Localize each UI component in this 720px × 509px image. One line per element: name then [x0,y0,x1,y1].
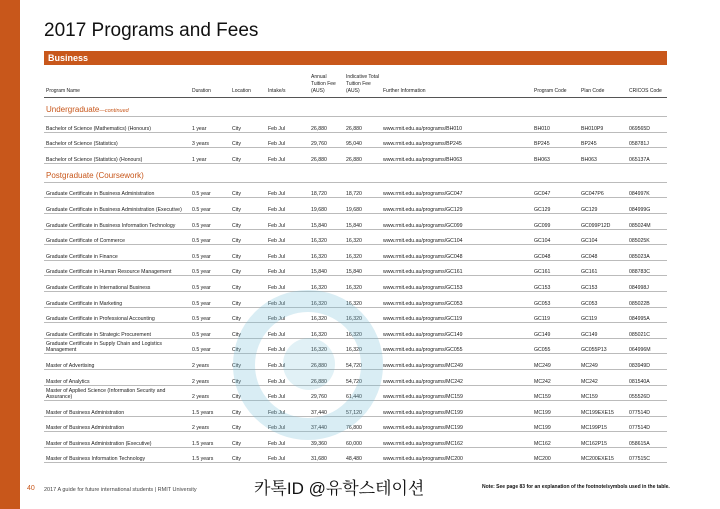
table-cell: 085021C [627,323,667,339]
table-cell: MC242 [579,369,627,385]
column-header: Indicative Total Tuition Fee (AUS) [344,67,381,98]
table-cell: www.rmit.edu.au/programs/MC200 [381,447,532,463]
table-cell: 083949D [627,354,667,370]
table-cell: City [230,117,266,133]
table-cell: 16,320 [309,229,344,245]
table-cell: GC153 [532,276,579,292]
table-cell: Feb Jul [266,369,309,385]
table-cell: GC055 [532,338,579,354]
table-cell: 3 years [190,132,230,148]
table-cell: Feb Jul [266,132,309,148]
table-cell: BH010P9 [579,117,627,133]
table-cell: 16,320 [344,307,381,323]
table-cell: City [230,213,266,229]
table-cell: 16,320 [309,323,344,339]
table-cell: 085022B [627,291,667,307]
table-row [44,148,667,164]
table-cell: MC249 [532,354,579,370]
table-cell: GC161 [532,260,579,276]
table-cell: 0.5 year [190,323,230,339]
table-cell: GC149 [532,323,579,339]
table-cell: City [230,198,266,214]
table-cell: Feb Jul [266,260,309,276]
table-cell: 1 year [190,117,230,133]
table-cell: 084995A [627,307,667,323]
table-cell: www.rmit.edu.au/programs/MC249 [381,354,532,370]
table-cell: 15,840 [309,213,344,229]
watermark-logo-center [283,338,335,390]
table-cell: 29,760 [309,385,344,401]
table-cell: 058615A [627,432,667,448]
table-cell: www.rmit.edu.au/programs/GC099 [381,213,532,229]
table-cell: GC048 [532,245,579,261]
table-cell: 084998J [627,276,667,292]
table-cell: 16,320 [344,338,381,354]
page-number: 40 [27,485,35,492]
table-cell: City [230,323,266,339]
table-cell: City [230,148,266,164]
table-cell: Master of Analytics [44,369,190,385]
table-cell: City [230,260,266,276]
table-cell: Graduate Certificate in Marketing [44,291,190,307]
table-cell: GC149 [579,323,627,339]
table-cell: 055526D [627,385,667,401]
table-cell: Graduate Certificate in Supply Chain and Logistics Management [44,338,190,354]
table-cell: MC249 [579,354,627,370]
table-cell: Feb Jul [266,385,309,401]
table-cell: 081540A [627,369,667,385]
table-cell: MC242 [532,369,579,385]
table-cell: GC047P6 [579,182,627,198]
table-cell: 0.5 year [190,260,230,276]
group-header-row [44,98,667,117]
table-cell: Graduate Certificate in Business Information Technology [44,213,190,229]
group-label-suffix: —continued [99,108,129,114]
table-cell: Graduate Certificate in Human Resource Management [44,260,190,276]
table-cell: City [230,385,266,401]
column-header: Further Information [381,67,532,98]
column-header: Location [230,67,266,98]
table-cell: 16,320 [344,276,381,292]
table-cell: 2 years [190,354,230,370]
table-cell: www.rmit.edu.au/programs/GC047 [381,182,532,198]
table-cell: www.rmit.edu.au/programs/GC161 [381,260,532,276]
left-accent-bar [0,0,20,509]
table-cell: 077514D [627,401,667,417]
table-cell: 2 years [190,385,230,401]
table-cell: 16,320 [309,307,344,323]
table-cell: 2 years [190,416,230,432]
table-cell: Feb Jul [266,245,309,261]
table-cell: Graduate Certificate in Finance [44,245,190,261]
table-cell: 085025K [627,229,667,245]
table-cell: GC048 [579,245,627,261]
table-cell: www.rmit.edu.au/programs/BH010 [381,117,532,133]
table-cell: www.rmit.edu.au/programs/GC104 [381,229,532,245]
table-cell: GC053 [532,291,579,307]
column-header: Duration [190,67,230,98]
table-cell: 60,000 [344,432,381,448]
table-cell: Master of Business Administration [44,401,190,417]
table-cell: GC104 [579,229,627,245]
table-row [44,432,667,448]
table-cell: City [230,432,266,448]
table-cell: MC199P15 [579,416,627,432]
table-cell: 0.5 year [190,229,230,245]
table-cell: Feb Jul [266,276,309,292]
table-cell: 15,840 [344,260,381,276]
table-cell: BP245 [532,132,579,148]
table-cell: www.rmit.edu.au/programs/GC119 [381,307,532,323]
table-cell: 15,840 [344,213,381,229]
table-cell: City [230,229,266,245]
table-cell: Master of Applied Science (Information Security and Assurance) [44,385,190,401]
table-cell: City [230,338,266,354]
table-row [44,229,667,245]
table-cell: GC119 [532,307,579,323]
table-cell: Feb Jul [266,416,309,432]
table-cell: 16,320 [309,291,344,307]
table-cell: Bachelor of Science (Statistics) [44,132,190,148]
table-cell: City [230,182,266,198]
table-cell: GC099P12D [579,213,627,229]
table-cell: Graduate Certificate in International Business [44,276,190,292]
column-header: Annual Tuition Fee (AUS) [309,67,344,98]
table-row [44,260,667,276]
table-cell: Feb Jul [266,447,309,463]
table-cell: BH010 [532,117,579,133]
table-cell: 077515C [627,447,667,463]
table-cell: Graduate Certificate in Strategic Procurement [44,323,190,339]
table-cell: 95,040 [344,132,381,148]
table-cell: 37,440 [309,401,344,417]
table-cell: Feb Jul [266,354,309,370]
table-cell: 19,680 [309,198,344,214]
column-header: Program Code [532,67,579,98]
table-cell: GC047 [532,182,579,198]
table-cell: 26,880 [309,148,344,164]
table-cell: www.rmit.edu.au/programs/BH063 [381,148,532,164]
table-row [44,132,667,148]
table-cell: Feb Jul [266,401,309,417]
table-cell: GC053 [579,291,627,307]
table-cell: GC153 [579,276,627,292]
footer-note: Note: See page 83 for an explanation of the footnote/symbols used in the table. [482,484,670,490]
table-cell: Graduate Certificate in Business Administration [44,182,190,198]
table-cell: 16,320 [309,245,344,261]
table-cell: 069565D [627,117,667,133]
table-cell: GC129 [579,198,627,214]
table-cell: 76,800 [344,416,381,432]
table-cell: www.rmit.edu.au/programs/MC242 [381,369,532,385]
table-row [44,245,667,261]
group-header-row [44,163,667,182]
table-cell: 0.5 year [190,291,230,307]
table-cell: 1.5 years [190,401,230,417]
table-cell: Feb Jul [266,213,309,229]
table-cell: 16,320 [309,338,344,354]
table-cell: BP245 [579,132,627,148]
table-cell: 0.5 year [190,198,230,214]
table-cell: Graduate Certificate in Business Administration (Executive) [44,198,190,214]
table-cell: 54,720 [344,354,381,370]
table-cell: 0.5 year [190,182,230,198]
table-cell: City [230,447,266,463]
table-cell: 26,880 [309,369,344,385]
table-cell: GC099 [532,213,579,229]
column-header: Plan Code [579,67,627,98]
table-cell: 058781J [627,132,667,148]
table-cell: MC199EXE15 [579,401,627,417]
table-cell: 085023A [627,245,667,261]
table-cell: 064996M [627,338,667,354]
table-cell: Feb Jul [266,307,309,323]
footer-text: 2017 A guide for future international students | RMIT University [44,487,197,493]
table-cell: 0.5 year [190,213,230,229]
table-cell: 39,360 [309,432,344,448]
table-cell: 1.5 years [190,447,230,463]
overlay-caption: 카톡ID @유학스테이션 [250,474,428,499]
table-row [44,447,667,463]
table-cell: www.rmit.edu.au/programs/GC053 [381,291,532,307]
table-cell: MC159 [579,385,627,401]
table-cell: 18,720 [309,182,344,198]
table-row [44,291,667,307]
table-cell: 0.5 year [190,245,230,261]
table-cell: 61,440 [344,385,381,401]
table-cell: 26,880 [344,148,381,164]
table-cell: GC119 [579,307,627,323]
table-cell: Master of Advertising [44,354,190,370]
table-cell: 18,720 [344,182,381,198]
table-cell: 19,680 [344,198,381,214]
table-cell: Feb Jul [266,291,309,307]
section-header-business: Business [44,51,667,65]
table-cell: City [230,416,266,432]
table-cell: Graduate Certificate in Professional Accounting [44,307,190,323]
table-cell: 1 year [190,148,230,164]
table-cell: Bachelor of Science (Mathematics) (Honours) [44,117,190,133]
table-cell: 084997K [627,182,667,198]
table-header-row [44,67,667,98]
table-cell: www.rmit.edu.au/programs/GC129 [381,198,532,214]
table-cell: 088783C [627,260,667,276]
table-cell: Master of Business Information Technology [44,447,190,463]
table-row [44,276,667,292]
table-cell: 54,720 [344,369,381,385]
table-cell: GC104 [532,229,579,245]
table-cell: Feb Jul [266,229,309,245]
table-cell: City [230,132,266,148]
table-cell: GC055P13 [579,338,627,354]
page-title: 2017 Programs and Fees [44,20,259,41]
table-cell: 085024M [627,213,667,229]
table-cell: 077514D [627,416,667,432]
table-cell: Bachelor of Science (Statistics) (Honours) [44,148,190,164]
table-cell: 26,880 [309,354,344,370]
table-cell: MC200EXE15 [579,447,627,463]
table-cell: Feb Jul [266,148,309,164]
table-row [44,182,667,198]
table-cell: Feb Jul [266,432,309,448]
table-cell: 16,320 [309,276,344,292]
table-cell: 26,880 [344,117,381,133]
table-cell: City [230,354,266,370]
table-cell: MC199 [532,401,579,417]
table-cell: www.rmit.edu.au/programs/MC159 [381,385,532,401]
table-cell: MC200 [532,447,579,463]
table-cell: City [230,369,266,385]
table-cell: City [230,291,266,307]
table-cell: 26,880 [309,117,344,133]
table-cell: Feb Jul [266,117,309,133]
table-cell: www.rmit.edu.au/programs/MC162 [381,432,532,448]
table-row [44,117,667,133]
table-cell: City [230,245,266,261]
column-header: Intake/s [266,67,309,98]
table-cell: Feb Jul [266,182,309,198]
table-cell: Feb Jul [266,338,309,354]
table-cell: 0.5 year [190,307,230,323]
table-cell: 0.5 year [190,338,230,354]
table-cell: MC199 [532,416,579,432]
table-cell: www.rmit.edu.au/programs/MC199 [381,401,532,417]
table-cell: City [230,276,266,292]
table-cell: www.rmit.edu.au/programs/GC153 [381,276,532,292]
table-cell: City [230,401,266,417]
table-cell: 16,320 [344,323,381,339]
table-cell: 16,320 [344,291,381,307]
table-row [44,213,667,229]
table-cell: www.rmit.edu.au/programs/MC199 [381,416,532,432]
table-cell: 0.5 year [190,276,230,292]
table-cell: www.rmit.edu.au/programs/BP245 [381,132,532,148]
table-cell: 16,320 [344,245,381,261]
table-cell: Master of Business Administration [44,416,190,432]
table-row [44,198,667,214]
table-cell: www.rmit.edu.au/programs/GC048 [381,245,532,261]
table-cell: GC129 [532,198,579,214]
table-cell: 31,680 [309,447,344,463]
table-cell: 084999G [627,198,667,214]
table-cell: Graduate Certificate of Commerce [44,229,190,245]
table-cell: BH063 [532,148,579,164]
table-cell: www.rmit.edu.au/programs/GC055 [381,338,532,354]
table-cell: 1.5 years [190,432,230,448]
table-cell: 29,760 [309,132,344,148]
table-cell: MC162P15 [579,432,627,448]
table-cell: Master of Business Administration (Executive) [44,432,190,448]
table-cell: 2 years [190,369,230,385]
table-cell: MC162 [532,432,579,448]
group-label: Postgraduate (Coursework) [46,170,144,180]
table-cell: Feb Jul [266,198,309,214]
table-cell: City [230,307,266,323]
column-header: CRICOS Code [627,67,667,98]
column-header: Program Name [44,67,190,98]
table-cell: 57,120 [344,401,381,417]
group-label: Undergraduate [46,105,100,114]
table-cell: 48,480 [344,447,381,463]
table-cell: Feb Jul [266,323,309,339]
table-cell: 065137A [627,148,667,164]
table-cell: BH063 [579,148,627,164]
table-cell: GC161 [579,260,627,276]
table-cell: 16,320 [344,229,381,245]
table-cell: www.rmit.edu.au/programs/GC149 [381,323,532,339]
table-cell: 15,840 [309,260,344,276]
table-cell: MC159 [532,385,579,401]
table-cell: 37,440 [309,416,344,432]
